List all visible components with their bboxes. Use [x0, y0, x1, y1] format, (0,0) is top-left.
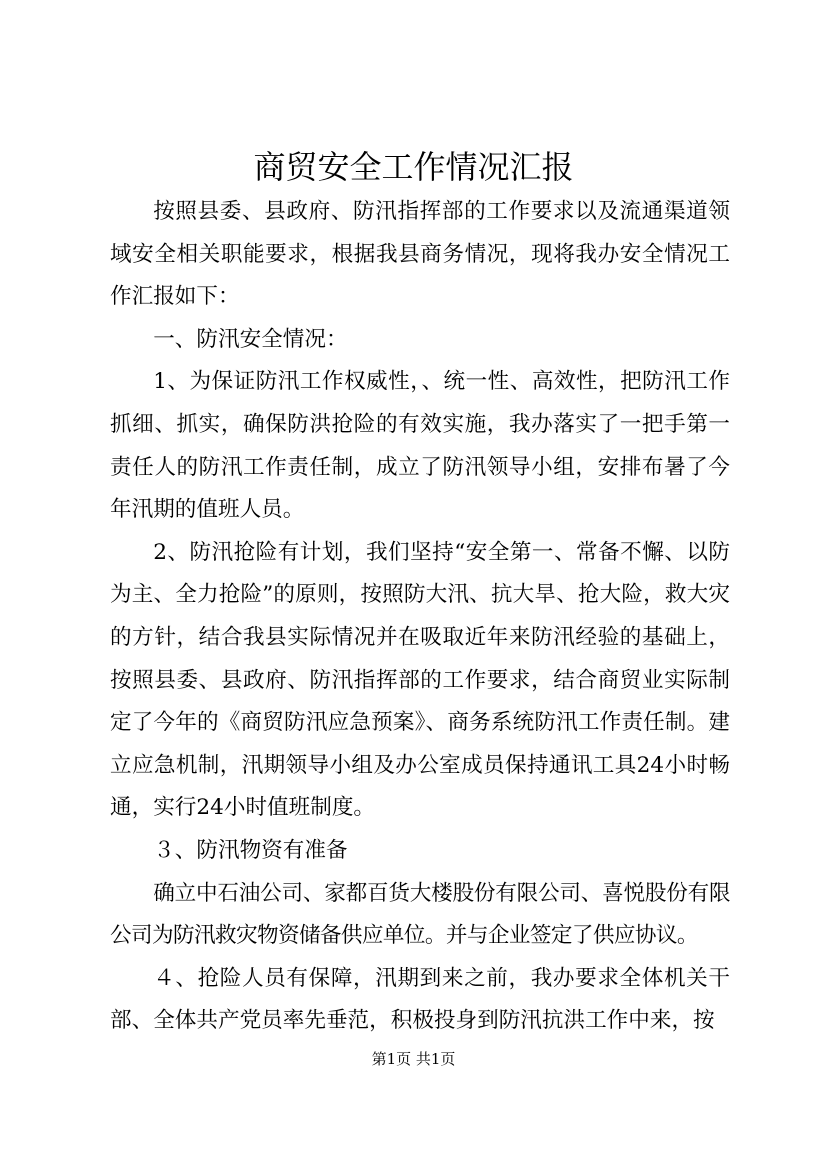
- page-number-footer: 第1页 共1页: [371, 1050, 456, 1068]
- document-body: [110, 191, 730, 1043]
- paragraph-item-3-heading: ３、防汛物资有准备: [153, 837, 348, 863]
- document-title: 商贸安全工作情况汇报: [253, 148, 574, 186]
- paragraph-item-3-body: 确立中石油公司、家都百货大楼股份有限公司、喜悦股份有限公司为防汛救灾物资储备供应单位。并与企业签定了供应协议。: [110, 880, 730, 949]
- paragraph-item-2: 2、防汛抢险有计划，我们坚持“安全第一、常备不懈、以防为主、全力抢险”的原则，按照防大汛、抗大旱、抢大险，救大灾的方针，结合我县实际情况并在吸取近年来防汛经验的基础上，按照县委、县政府、防汛指挥部的工作要求，结合商贸业实际制定了今年的《商贸防汛应急预案》、商务系统防汛工作责任制。建立应急机制，汛期领导小组及办公室成员保持通讯工具24小时畅通，实行24小时值班制度。: [110, 539, 730, 821]
- paragraph-item-1: 1、为保证防汛工作权威性，、统一性、高效性，把防汛工作抓细、抓实，确保防洪抢险的有效实施，我办落实了一把手第一责任人的防汛工作责任制，成立了防汛领导小组，安排布暑了今年汛期的值班人员。: [110, 369, 730, 523]
- paragraph-section-heading: 一、防汛安全情况：: [153, 326, 348, 352]
- paragraph-intro: 按照县委、县政府、防汛指挥部的工作要求以及流通渠道领域安全相关职能要求，根据我县商务情况，现将我办安全情况工作汇报如下：: [110, 199, 730, 310]
- paragraph-item-4: ４、抢险人员有保障，汛期到来之前，我办要求全体机关干部、全体共产党员率先垂范，积极投身到防汛抗洪工作中来，按: [110, 965, 730, 1034]
